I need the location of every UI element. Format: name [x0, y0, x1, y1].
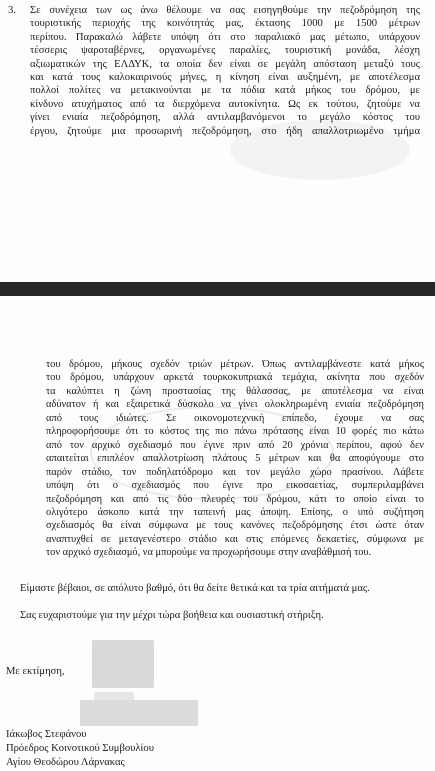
text-line: πληροφορήσουμε ότι το κόστος της πιο πάνω πρότασης είναι 10 φορές πιο κάτω — [46, 426, 424, 438]
text-line: ολιγότερο άσκοπο κατά την ταπεινή μας άποψη. Επίσης, ο υπό συζήτηση — [46, 506, 424, 518]
text-line: από τον αρχικό σχεδιασμό που έγινε πριν από 20 χρόνια περίπου, αφού δεν — [46, 439, 424, 451]
text-line: αναπτυχθεί σε μεταγενέστερο στάδιο και στις επόμενες δεκαετίες, σύμφωνα με — [46, 533, 424, 545]
text-line: περίπου. Παρακαλώ λάβετε υπόψη ότι στο παραλιακό μας μέτωπο, υπάρχουν — [30, 31, 420, 43]
text-line: σχεδιασμός θα είναι σύμφωνα με τους κανόνες πεζοδρόμησης έτσι ώστε όταν — [46, 520, 424, 532]
text-line: αξιωματικών της ΕΛΔΥΚ, τα οποία δεν είναι σε μεγάλη απόσταση μεταξύ τους — [30, 58, 420, 70]
page-divider — [0, 282, 435, 296]
text-line: απαιτείται επιπλέον απαλλοτρίωση πλάτους 5 μέτρων και θα αποφύγουμε στο — [46, 453, 424, 465]
redacted-area — [92, 640, 154, 688]
text-line: του δρόμου, μήκους σχεδόν τριών μέτρων. Όπως αντιλαμβάνεστε κατά μήκος — [46, 359, 424, 370]
text-line: και κατά τους καλοκαιρινούς μήνες, η κίνηση είναι αυξημένη, με αποτέλεσμα — [30, 72, 420, 84]
text-line: Σε συνέχεια των ως άνω θέλουμε να σας εισηγηθούμε την πεζοδρόμηση της — [30, 5, 420, 16]
thanks-sentence: Σας ευχαριστούμε για την μέχρι τώρα βοήθεια και ουσιαστική στήριξη. — [20, 610, 324, 621]
item-paragraph — [30, 4, 420, 138]
document-page-1 — [0, 0, 435, 282]
item-number: 3. — [8, 5, 16, 16]
text-line: τέσσερις ψαροταβέρνες, οργανωμένες παραλίες, τουριστική μονάδα, λέσχη — [30, 45, 420, 57]
continued-paragraph — [46, 358, 424, 560]
text-line: έργου, ζητούμε μια προσωρινή πεζοδρόμηση, στο ήδη απαλλοτριωμένο τμήμα — [30, 125, 420, 137]
text-line: του δρόμου, υπάρχουν αρκετά τουρκοκυπριακά τεμάχια, ακίνητα που σχεδόν — [46, 372, 424, 384]
text-line: τα καλύπτει η ζώνη προστασίας της θάλασσας, με αποτέλεσμα να είναι — [46, 385, 424, 397]
text-line: από τους ιδιώτες. Σε οικονομοτεχνική επίπεδο, έχουμε να σας — [46, 412, 424, 424]
document-page-2 — [0, 296, 435, 771]
signatory-place: Αγίου Θεοδώρου Λάρνακας — [6, 757, 125, 768]
text-line: γίνει ενιαία πεζοδρόμηση, αλλά αντιλαμβανόμενοι το μεγάλο κόστος του — [30, 112, 420, 124]
text-line: τουριστικής περιοχής της κοινότητάς μας, έκτασης 1000 με 1500 μέτρων — [30, 18, 420, 30]
signatory-name: Ιάκωβος Στεφάνου — [6, 729, 87, 740]
redacted-signature — [80, 700, 198, 726]
text-line: αδύνατον ή και εξαιρετικά δύσκολο να γίνει ολοκληρωμένη ενιαία πεζοδρόμηση — [46, 399, 424, 411]
text-line: πεζοδρόμηση και από τις δύο πλευρές του δρόμου, κάτι το οποίο είναι το — [46, 493, 424, 505]
text-line: τον αρχικό σχεδιασμό, να μπορούμε να προχωρήσουμε στην αναβάθμισή του. — [46, 547, 372, 559]
regards-line: Με εκτίμηση, — [6, 666, 65, 677]
text-line: κίνδυνο ατυχήματος από τα διερχόμενα αυτοκίνητα. Ως εκ τούτου, ζητούμε να — [30, 98, 420, 110]
closing-sentence: Είμαστε βέβαιοι, σε απόλυτο βαθμό, ότι θα δείτε θετικά και τα τρία αιτήματά μας. — [20, 583, 370, 594]
text-line: υπόψη ότι ο σχεδιασμός που έγινε προ εικοσαετίας, συμπεριλαμβάνει — [46, 480, 424, 492]
text-line: παρόν στάδιο, τον ποδηλατόδρομο και τον μεγάλο χώρο πρασίνου. Λάβετε — [46, 466, 424, 478]
text-line: πολλοί πολίτες να μετακινούνται με τα πόδια κατά μήκος του δρόμου, με — [30, 85, 420, 97]
signatory-title: Πρόεδρος Κοινοτικού Συμβουλίου — [6, 743, 154, 754]
